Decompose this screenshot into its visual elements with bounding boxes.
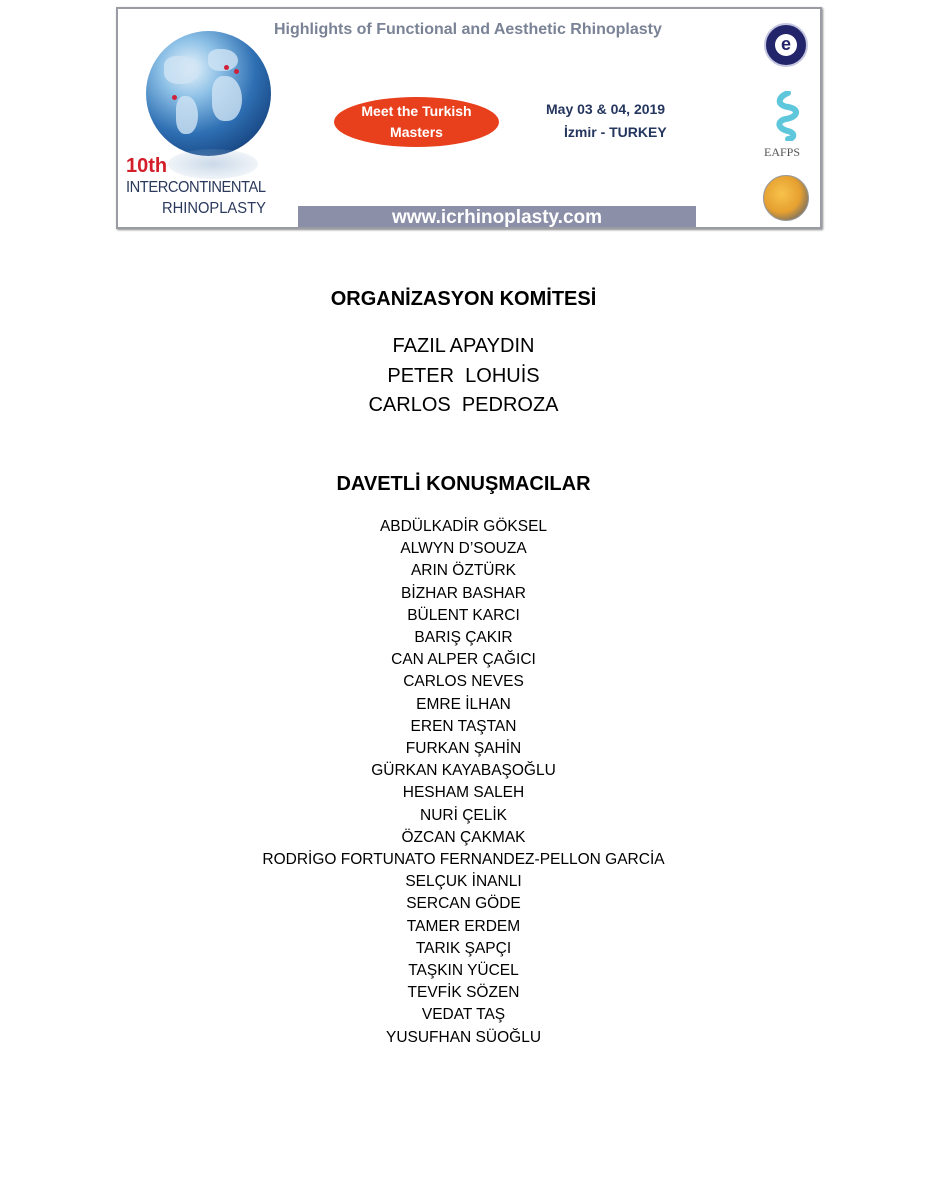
- speaker-name: BİZHAR BASHAR: [401, 584, 526, 602]
- speaker-name: CARLOS NEVES: [403, 673, 524, 691]
- speaker-name: RODRİGO FORTUNATO FERNANDEZ-PELLON GARCİA: [262, 851, 665, 869]
- speaker-name: TAMER ERDEM: [406, 917, 521, 935]
- event-date: May 03 & 04, 2019: [546, 101, 666, 117]
- speaker-name: FURKAN ŞAHİN: [405, 740, 522, 758]
- event-name-line1: INTERCONTINENTAL: [126, 179, 266, 196]
- speaker-name: NURİ ÇELİK: [420, 806, 507, 824]
- meet-line2: Masters: [390, 124, 443, 140]
- speaker-name: ARIN ÖZTÜRK: [410, 562, 517, 580]
- speaker-name: ALWYN D’SOUZA: [400, 540, 527, 558]
- speaker-name: EMRE İLHAN: [416, 695, 511, 713]
- conference-banner: [116, 7, 822, 229]
- eafps-logo-icon: [768, 91, 808, 141]
- speaker-name: EREN TAŞTAN: [410, 717, 517, 735]
- meet-masters-badge: [334, 97, 499, 147]
- plastic-surgery-society-logo: [763, 175, 809, 221]
- speaker-name: HESHAM SALEH: [402, 784, 525, 802]
- speaker-name: TARIK ŞAPÇI: [415, 939, 512, 957]
- event-name-line2: RHINOPLASTY: [162, 200, 266, 217]
- ege-university-logo: [764, 23, 808, 67]
- committee-member: CARLOS PEDROZA: [368, 394, 559, 416]
- speaker-list: [0, 516, 927, 1049]
- ege-logo-letter: e: [775, 34, 797, 56]
- speaker-name: ÖZCAN ÇAKMAK: [401, 828, 526, 846]
- speaker-name: GÜRKAN KAYABAŞOĞLU: [371, 762, 556, 780]
- speakers-section: [0, 473, 927, 1049]
- speaker-name: TEVFİK SÖZEN: [407, 984, 520, 1002]
- speaker-name: SELÇUK İNANLI: [405, 873, 522, 891]
- committee-title: ORGANİZASYON KOMİTESİ: [330, 288, 597, 310]
- committee-section: [0, 288, 927, 421]
- banner-subtitle: Highlights of Functional and Aesthetic Rhinoplasty: [274, 21, 662, 38]
- committee-member: FAZIL APAYDIN: [392, 335, 535, 357]
- committee-member: PETER LOHUİS: [387, 364, 540, 387]
- globe-reflection: [168, 149, 258, 179]
- globe-logo: [146, 31, 271, 156]
- website-url: www.icrhinoplasty.com: [298, 206, 696, 229]
- speaker-name: BÜLENT KARCI: [407, 606, 520, 624]
- meet-line1: Meet the Turkish: [361, 103, 472, 119]
- speaker-name: VEDAT TAŞ: [421, 1006, 506, 1024]
- speaker-name: TAŞKIN YÜCEL: [408, 962, 519, 980]
- eafps-label: EAFPS: [764, 145, 801, 159]
- speakers-title: DAVETLİ KONUŞMACILAR: [336, 473, 591, 495]
- speaker-name: YUSUFHAN SÜOĞLU: [385, 1028, 542, 1046]
- edition-label: 10th: [126, 155, 168, 177]
- speaker-name: BARIŞ ÇAKIR: [414, 629, 513, 647]
- event-city: İzmir - TURKEY: [564, 124, 667, 140]
- speaker-name: CAN ALPER ÇAĞICI: [391, 651, 536, 669]
- speaker-name: ABDÜLKADİR GÖKSEL: [379, 518, 548, 535]
- speaker-name: SERCAN GÖDE: [406, 895, 521, 913]
